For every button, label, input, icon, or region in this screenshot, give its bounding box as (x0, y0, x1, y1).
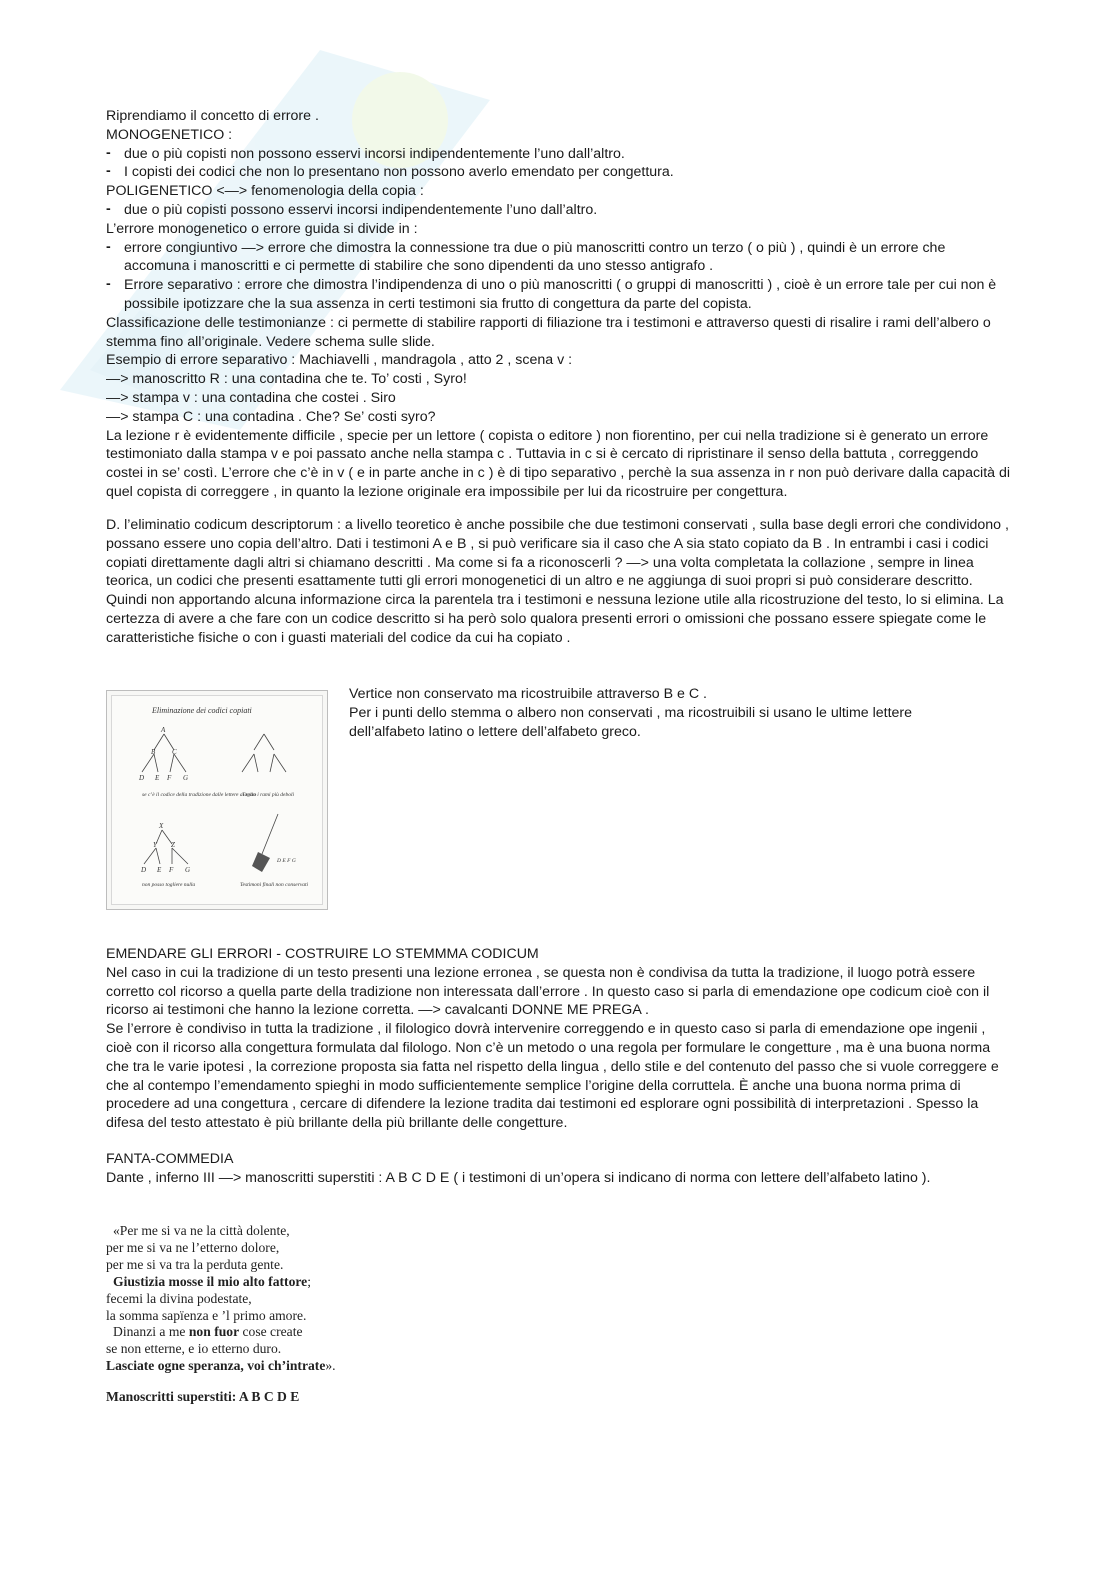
node-label: E (155, 774, 160, 782)
section-eliminatio (106, 516, 1012, 648)
node-label: D (139, 774, 145, 782)
node-label: G (185, 866, 191, 874)
intro-line: Riprendiamo il concetto di errore . (106, 108, 319, 124)
figure-caption: non posso togliere nulla (142, 882, 196, 888)
figure-caption: Taglio i rami più deboli (242, 792, 295, 798)
list-item: - Errore separativo : errore che dimostra l’indipendenza di uno o più manoscritti ( o gruppi di manoscritti ) , cioè è un errore tale per cui non è possibile ipotizzare che la sua assenza in certi testimoni sia frutto di congettura da parte del copista. (106, 276, 1012, 314)
verse (106, 1274, 506, 1291)
note-line: Per i punti dello stemma o albero non conservati , ma ricostruibili si usano le ultime lettere dell’alfabeto latino o lettere dell’alfabeto greco. (349, 704, 913, 740)
section-errore (106, 107, 1012, 502)
verse: la somma sapïenza e ’l primo amore. (106, 1307, 307, 1323)
emendare-paragraph: Se l’errore è condiviso in tutta la tradizione , il filologico dovrà intervenire correggendo e in questo caso si parla di emendazione ope ingenii , cioè con il ricorso alla congettura formulata dal filologo. Non c’è un metodo o una regola per formulare le congetture , ma è una buona norma che tra le varie ipotesi , la correzione proposta sia fatta nel rispetto della lingua , dello stile e del contenuto del passo che si vuole correggere e che al contempo l’emendamento spieghi in modo sufficientemente semplice l’origine della corruttela. È anche una buona norma prima di procedere ad una congettura , cercare di difendere la lezione tradita dai testimoni ed esplorare ogni possibilità di interpretazioni . Spesso la difesa del testo attestato è più brillante della più brillante delle congetture. (106, 1021, 999, 1132)
node-label: F (169, 866, 174, 874)
stemma-figure (106, 690, 328, 910)
node-label: X (159, 822, 164, 830)
verse-punct: ». (325, 1358, 336, 1374)
eliminatio-paragraph: D. l’eliminatio codicum descriptorum : a livello teoretico è anche possibile che due testimoni conservati , sulla base degli errori che condividono , possano essere uno copia dell’altro. Dati i testimoni A e B , si può verificare sia il caso che A sia stato copiato da B . In entrambi i casi i codici copiati direttamente dagli altri si chiamano descritti . Ma come si fa a riconoscerli ? —> una volta completata la collazione , sempre in linea teorica, un codici che presenti esattamente tutti gli errori monogenetici di un altro e ne aggiunga di suoi propri si può considerare descritto. Quindi non apportando alcuna informazione circa la parentela tra i testimoni e nessuna lezione utile alla ricostruzione del testo, lo si elimina. La certezza di avere a che fare con un codice descritto si ha però solo qualora presenti errori o omissioni che possano essere spiegate come le caratteristiche fisiche o con i guasti materiali del codice da cui ha copiato . (106, 517, 1009, 646)
figure-title: Eliminazione dei codici copiati (152, 706, 252, 715)
node-label: C (172, 748, 177, 756)
figure-notes (349, 685, 989, 741)
shovel-icon (252, 852, 270, 872)
section-fanta-commedia (106, 1150, 1012, 1188)
example-line: —> manoscritto R : una contadina che te. To’ costi , Syro! (106, 371, 467, 388)
node-label: A (161, 726, 166, 734)
list-item: - due o più copisti possono esservi incorsi indipendentemente l’uno dall’altro. (106, 201, 1012, 220)
verse-part: Dinanzi a me (113, 1324, 189, 1340)
node-label: Z (171, 841, 175, 849)
section-heading: FANTA-COMMEDIA (106, 1151, 234, 1167)
verse: per me si va ne l’etterno dolore, (106, 1239, 280, 1255)
footer-bold: Manoscritti superstiti: A B C D E (106, 1389, 300, 1405)
verse (106, 1324, 506, 1341)
verse: «Per me si va ne la città dolente, (113, 1223, 290, 1238)
note-line: Vertice non conservato ma ricostruibile attraverso B e C . (349, 686, 707, 702)
verse: se non etterne, e io etterno duro. (106, 1341, 282, 1357)
list-item: - errore congiuntivo —> errore che dimostra la connessione tra due o più manoscritti contro un terzo ( o più ) , quindi è un errore che accomuna i manoscritti e ci permette di stabilire che sono dipendenti da uno stesso antigrafo . (106, 239, 1012, 277)
figure-caption: se c’è il codice della tradizione dalle lettere al resto (142, 792, 257, 798)
dante-line: Dante , inferno III —> manoscritti superstiti : A B C D E ( i testimoni di un’opera si indicano di norma con lettere dell’alfabeto latino ). (106, 1169, 931, 1186)
lezione-paragraph: La lezione r è evidentemente difficile , specie per un lettore ( copista o editore ) non fiorentino, per cui nella tradizione si è generato un errore testimoniato dalla stampa v e poi passato anche nella stampa c . Tuttavia in c si è cercato di ripristinare il senso della battuta , correggendo costei in se’ costì. L’errore che c’è in v ( e in parte anche in c ) è di tipo separativo , perchè la sua assenza in r non può derivare dalla capacità di quel copista di correggere , in quanto la lezione originale era impossibile per lui da ricostruire per congettura. (106, 427, 1011, 500)
list-item: - due o più copisti non possono esservi incorsi indipendentemente l’uno dall’altro. (106, 145, 1012, 164)
figure-caption: D E F G (277, 858, 296, 864)
verse-part: cose create (239, 1324, 303, 1340)
list-item: - I copisti dei codici che non lo presentano non possono averlo emendato per congettura. (106, 163, 1012, 182)
example-line: —> stampa C : una contadina . Che? Se’ costi syro? (106, 408, 436, 425)
node-label: F (167, 774, 172, 782)
example-line: —> stampa v : una contadina che costei . Siro (106, 389, 396, 406)
node-label: B (151, 748, 156, 756)
node-label: Y (153, 841, 157, 849)
verse (106, 1358, 506, 1375)
emendare-paragraph: Nel caso in cui la tradizione di un testo presenti una lezione erronea , se questa non è condivisa da tutta la tradizione, il luogo potrà essere corretto col ricorso a quella parte della tradizione non interessata dall’errore . In questo caso si parla di emendazione ope codicum cioè con il ricorso ai testimoni che hanno la lezione corretta. —> cavalcanti DONNE ME PREGA . (106, 964, 990, 1019)
verse: fecemi la divina podestate, (106, 1290, 252, 1306)
verse-bold: Lasciate ogne speranza, voi ch’intrate (106, 1358, 326, 1374)
errore-guida-line: L’errore monogenetico o errore guida si divide in : (106, 220, 418, 237)
node-label: G (183, 774, 189, 782)
verse-punct: ; (307, 1273, 311, 1289)
verse-bold: non fuor (188, 1324, 240, 1340)
node-label: D (141, 866, 147, 874)
monogenetico-heading: MONOGENETICO : (106, 126, 233, 143)
esempio-line: Esempio di errore separativo : Machiavelli , mandragola , atto 2 , scena v : (106, 352, 573, 369)
manoscritti-footer (106, 1389, 506, 1406)
figure-caption: Testimoni finali non conservati (240, 882, 309, 888)
inferno-quote (106, 1223, 506, 1406)
verse: per me si va tra la perduta gente. (106, 1256, 284, 1272)
section-heading: EMENDARE GLI ERRORI - COSTRUIRE LO STEMMMA CODICUM (106, 946, 539, 962)
section-emendare (106, 945, 1012, 1133)
classificazione-paragraph: Classificazione delle testimonianze : ci permette di stabilire rapporti di filiazione tra i testimoni e attraverso questi di risalire i rami dell’albero o stemma fino all’originale. Vedere schema sulle slide. (106, 314, 991, 350)
verse-bold: Giustizia mosse il mio alto fattore (113, 1273, 308, 1289)
node-label: E (157, 866, 162, 874)
stemma-diagram (112, 696, 322, 904)
poligenetico-heading: POLIGENETICO <—> fenomenologia della copia : (106, 183, 424, 200)
